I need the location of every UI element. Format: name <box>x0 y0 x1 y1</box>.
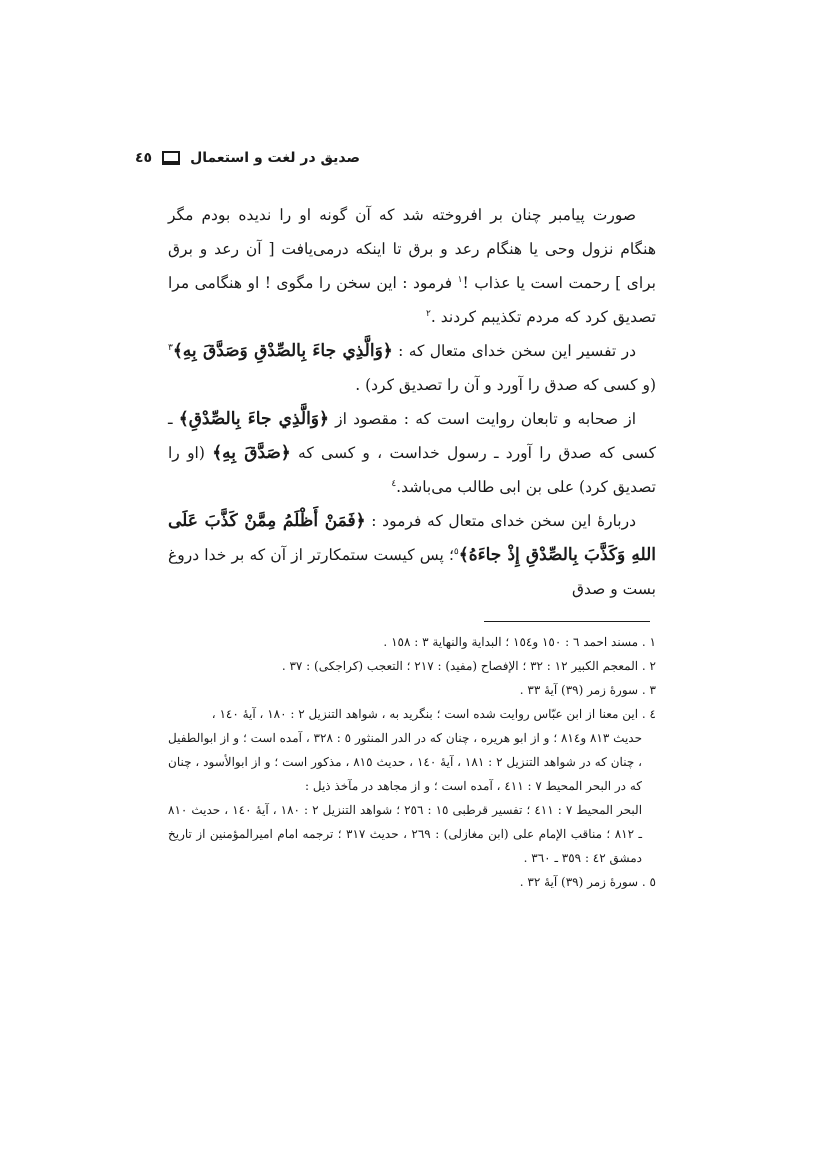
footnote-ref-4: ٤ <box>391 478 397 489</box>
footnote-4: ٤ . این معنا از ابن عبّاس روایت شده است ؛ بنگرید به ، شواهد التنزيل ٢ : ١٨٠ ، آیهٔ ١٤٠ ، <box>211 707 656 721</box>
quran-quote: ﴿وَالَّذِي جاءَ بِالصِّدْقِ﴾ <box>178 409 329 429</box>
footnote-4-sources: البحر المحيط ٧ : ٤١١ ؛ تفسیر قرطبی ١٥ : ٢٥٦ ؛ شواهد التنزيل ٢ : ١٨٠ ، آیهٔ ١٤٠ ، حدیث ٨١٠ ـ ٨١٢ ؛ مناقب الإمام علی (ابن مغازلی) : ٢٦٩ ، حدیث ٣١٧ ؛ ترجمه امام امیرالمؤمنین از تاریخ دمشق ٤٢ : ٣٥٩ ـ ٣٦٠ . <box>168 803 643 865</box>
quran-quote: ﴿فَمَنْ أَظْلَمُ مِمَّنْ كَذَّبَ عَلَى اللهِ وَكَذَّبَ بِالصِّدْقِ إِذْ جاءَهُ﴾ <box>168 511 657 565</box>
main-text <box>168 198 656 606</box>
paragraph-4: دربارهٔ این سخن خدای متعال که فرمود : ﴿فَمَنْ أَظْلَمُ مِمَّنْ كَذَّبَ عَلَى اللهِ وَكَذَّبَ بِالصِّدْقِ إِذْ جاءَهُ﴾$^٥$؛ پس کیست ستمکارتر از آن که بر خدا دروغ بست و صدق <box>168 511 657 598</box>
header-title: صديق در لغت و استعمال <box>190 150 360 166</box>
footnote-2: ٢ . المعجم الكبير ١٢ : ٣٢ ؛ الإفصاح (مفيد) : ٢١٧ ؛ التعجب (کراجکی) : ٣٧ . <box>281 659 656 673</box>
footnote-divider <box>484 621 650 622</box>
footnote-5: ٥ . سورهٔ زمر (٣٩) آیهٔ ٣٢ . <box>519 875 656 889</box>
quran-quote: ﴿صَدَّقَ بِهِ﴾ <box>212 443 291 463</box>
footnote-ref-3: ٣ <box>168 342 173 353</box>
footnote-3: ٣ . سورهٔ زمر (٣٩) آیهٔ ٣٣ . <box>519 683 656 697</box>
quran-quote: ﴿وَالَّذِي جاءَ بِالصِّدْقِ وَصَدَّقَ بِهِ﴾ <box>172 341 393 361</box>
page-number: ٤٥ <box>135 150 153 166</box>
footnote-4-continued: حدیث ٨١٣ و٨١٤ ؛ و از ابو هریره ، چنان که در الدر المنثور ٥ : ٣٢٨ ، آمده است ؛ و از ابوالطفیل ، چنان که در شواهد التنزيل ٢ : ١٨١ ، آیهٔ ١٤٠ ، حدیث ٨١٥ ، مذکور است ؛ و از ابوالأسود ، چنان که در البحر المحيط ٧ : ٤١١ ، آمده است ؛ و از مجاهد در مآخذ ذیل : <box>168 731 643 793</box>
paragraph-3: از صحابه و تابعان روایت است که : مقصود از ﴿وَالَّذِي جاءَ بِالصِّدْقِ﴾ ـ کسی که صدق را آورد ـ رسول خداست ، و کسی که ﴿صَدَّقَ بِهِ﴾ (او را تصدیق کرد) علی بن ابی طالب می‌باشد.$^٤$ <box>168 409 657 496</box>
paragraph-1: صورت پیامبر چنان بر افروخته شد که آن گونه او را ندیده بودم مگر هنگام نزول وحی یا هنگام رعد و برق تا اینکه درمی‌یافت [ آن رعد و برق برای ] رحمت است یا عذاب !$^١$ فرمود : این سخن را مگوی ! او هنگامی مرا تصدیق کرد که مردم تکذیبم کردند .$^٢$ <box>168 206 656 326</box>
footnote-ref-2: ٢ <box>426 308 431 319</box>
footnote-ref-1: ١ <box>457 274 463 285</box>
paragraph-2: در تفسیر این سخن خدای متعال که : ﴿وَالَّذِي جاءَ بِالصِّدْقِ وَصَدَّقَ بِهِ﴾$^٣$ (و کسی که صدق را آورد و آن را تصدیق کرد) . <box>168 341 656 394</box>
book-icon <box>162 151 180 165</box>
running-header <box>120 150 360 166</box>
footnote-ref-5: ٥ <box>453 546 459 557</box>
footnotes <box>168 630 656 894</box>
footnote-1: ١ . مسند احمد ٦ : ١٥٠ و١٥٤ ؛ البداية والنهاية ٣ : ١٥٨ . <box>383 635 656 649</box>
